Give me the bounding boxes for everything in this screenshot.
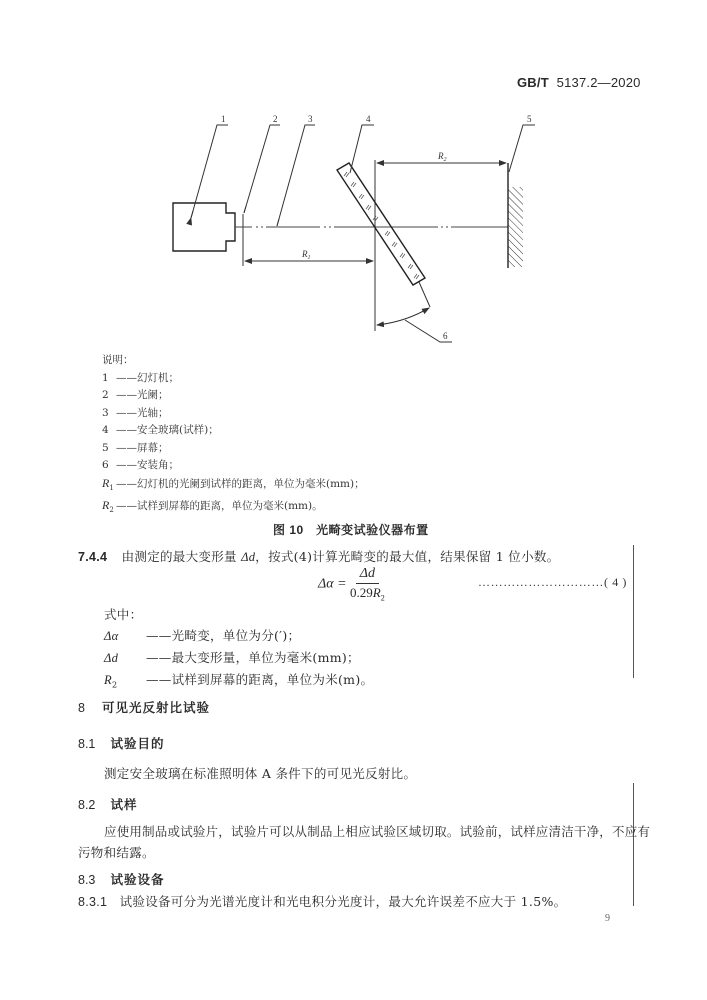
formula-numerator: Δd [356,566,379,584]
standard-prefix: GB/T [517,75,549,90]
formula-where [104,604,373,696]
where-item: Δα ——光畸变，单位为分(′)； [104,628,301,643]
callout-1: 1 [221,114,226,124]
clause-number: 7.4.4 [78,550,108,564]
figure-caption: 图 10 光畸变试验仪器布置 [273,523,429,537]
r1-dimension [245,249,373,261]
legend-item: 2 ——光阑； [102,389,169,401]
legend-title: 说明： [102,354,134,366]
change-bar [633,545,634,678]
where-item: Δd ——最大变形量，单位为毫米(mm)； [104,650,360,665]
section-8-3-1: 8.3.1 试验设备可分为光谱光度计和光电积分光度计，最大允许误差不应大于 1.5%。 [78,894,567,909]
section-8-2-body-line2: 污物和结露。 [78,845,155,860]
callout-5: 5 [527,114,532,124]
change-bar [633,783,634,906]
callout-6: 6 [443,331,448,341]
legend-item: $R_1$ ——幻灯机的光阑到试样的距离，单位为毫米(mm)； [102,475,365,492]
installation-angle [377,282,430,325]
leader-2 [244,125,280,213]
section-8-1-heading: 8.1 试验目的 [78,737,165,751]
callout-2: 2 [273,114,278,124]
delta-d-var: Δd [241,550,256,564]
section-8-2-heading: 8.2 试样 [78,798,138,812]
section-8-heading: 8 可见光反射比试验 [78,701,211,715]
callout-4: 4 [366,114,371,124]
r2-label: $R_2$ [438,151,447,163]
clause-7-4-4: 7.4.4 由测定的最大变形量 Δd，按式(4)计算光畸变的最大值，结果保留 1 位小数。 [78,549,560,564]
figure-legend [102,352,365,520]
legend-item: 6 ——安装角； [102,459,179,471]
section-8-2-body-line1: 应使用制品或试验片，试验片可以从制品上相应试验区域切取。试验前，试样应清洁干净，不应有 [104,824,651,839]
leader-1 [191,125,228,218]
safety-glass-specimen [337,163,425,285]
leader-5 [509,125,535,172]
where-label: 式中： [104,607,143,622]
screen [508,163,523,268]
legend-item: 5 ——屏幕； [102,441,169,454]
legend-item: 3 ——光轴； [102,406,169,419]
section-8-1-body: 测定安全玻璃在标准照明体 A 条件下的可见光反射比。 [104,766,417,781]
r1-label: $R_1$ [302,249,311,261]
legend-item: 1 ——幻灯机； [102,371,179,384]
standard-number: 5137.2—2020 [556,75,641,90]
callout-3: 3 [308,114,313,124]
section-8-3-heading: 8.3 试验设备 [78,873,165,887]
r2-dimension [377,151,506,163]
legend-item: 4 ——安全玻璃(试样)； [102,424,219,436]
figure-10-diagram [0,0,707,360]
leader-3 [277,125,315,226]
page-number: 9 [605,913,610,924]
where-item: $R_2$ ——试样到屏幕的距离，单位为米(m)。 [104,672,374,690]
legend-item: $R_2$ ——试样到屏幕的距离，单位为毫米(mm)。 [102,498,323,515]
formula-4: Δα = $\frac{\Delta d}{0.29R_2}$ [318,566,385,603]
equation-number: …………………………( 4 ) [478,575,627,589]
leader-4 [350,125,374,173]
section-8-title: 可见光反射比试验 [102,701,211,715]
projector-shape [173,203,235,251]
